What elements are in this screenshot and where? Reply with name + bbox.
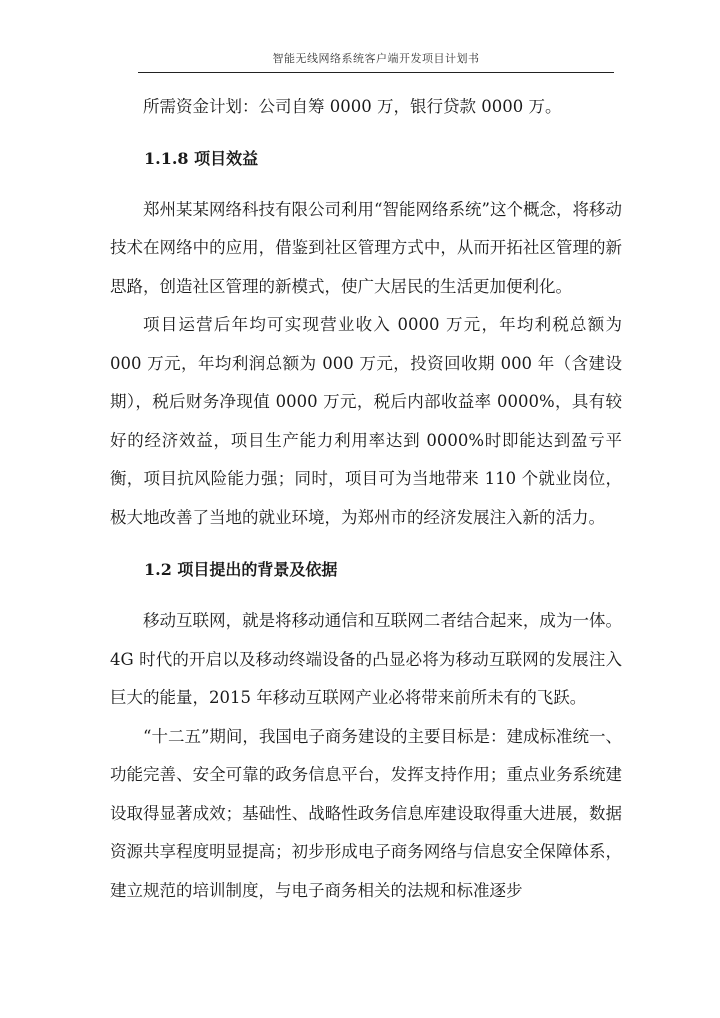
background-paragraph-2: “十二五”期间，我国电子商务建设的主要目标是：建成标准统一、功能完善、安全可靠的政务信息平台，发挥支持作用；重点业务系统建设取得显著成效；基础性、战略性政务信息库建设取得重大进展，数据资源共享程度明显提高；初步形成电子商务网络与信息安全保障体系，建立规范的培训制度，与电子商务相关的法规和标准逐步 (110, 726, 622, 900)
section-heading-1-1-8: 1.1.8 项目效益 (144, 148, 259, 168)
funding-plan-paragraph: 所需资金计划：公司自筹 0000 万，银行贷款 0000 万。 (143, 97, 562, 116)
running-header: 智能无线网络系统客户端开发项目计划书 (272, 52, 480, 65)
section-heading-1-2: 1.2 项目提出的背景及依据 (144, 560, 338, 579)
benefit-paragraph-2: 项目运营后年均可实现营业收入 0000 万元，年均利税总额为 000 万元，年均利润总额为 000 万元，投资回收期 000 年（含建设期），税后财务净现值 0000 万元，税后内部收益率 0000%，具有较好的经济效益，项目生产能力利用率达到 0000%时即能达到盈亏平衡，项目抗风险能力强；同时，项目可为当地带来 110 个就业岗位，极大地改善了当地的就业环境，为郑州市的经济发展注入新的活力。 (110, 315, 622, 527)
benefit-paragraph-1: 郑州某某网络科技有限公司利用“智能网络系统”这个概念，将移动技术在网络中的应用，借鉴到社区管理方式中，从而开拓社区管理的新思路，创造社区管理的新模式，使广大居民的生活更加便利化。 (110, 199, 622, 296)
header-rule (138, 72, 614, 73)
document-body (110, 88, 622, 910)
background-paragraph-1: 移动互联网，就是将移动通信和互联网二者结合起来，成为一体。4G 时代的开启以及移动终端设备的凸显必将为移动互联网的发展注入巨大的能量，2015 年移动互联网产业必将带来前所未有的飞跃。 (110, 611, 622, 707)
